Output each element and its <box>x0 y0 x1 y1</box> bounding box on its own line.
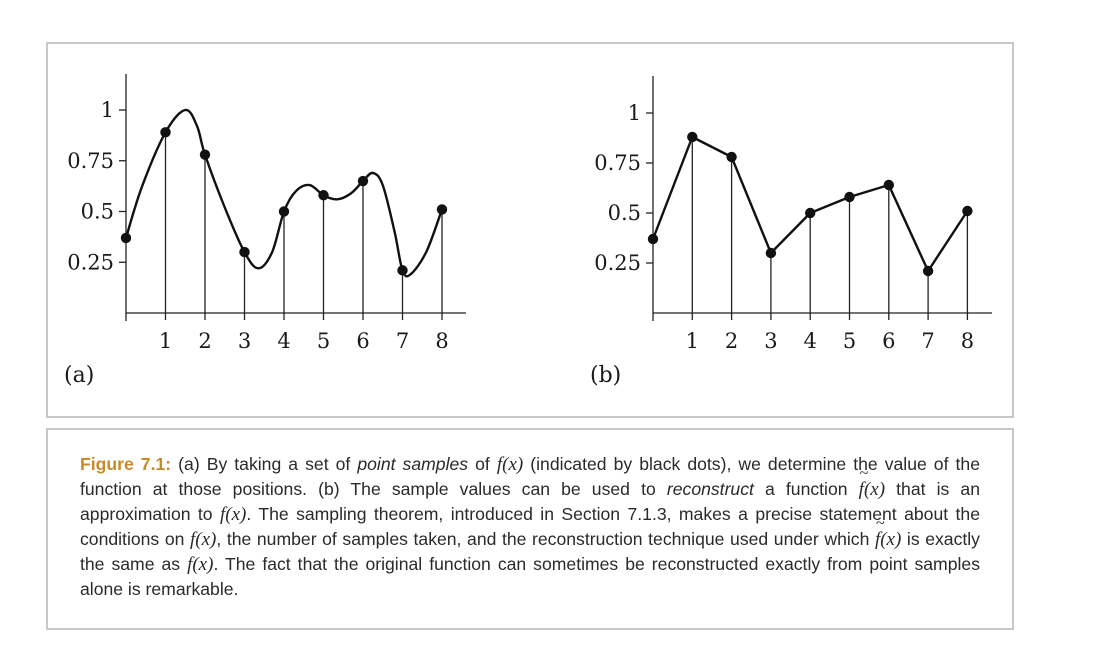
x-tick-label: 8 <box>435 329 449 353</box>
caption-label: Figure 7.1: <box>80 454 172 474</box>
x-tick-label: 8 <box>960 329 975 353</box>
y-tick-label: 0.5 <box>80 199 114 224</box>
caption-math-ftilde: ~ f <box>859 477 864 502</box>
figure-caption <box>80 452 980 602</box>
x-tick-label: 6 <box>882 329 896 353</box>
caption-math-fx: f(x) <box>187 554 214 575</box>
panel-b-label: (b) <box>590 363 622 388</box>
panel-b-plot <box>594 76 992 353</box>
x-tick-label: 5 <box>842 329 857 353</box>
caption-text: a function <box>753 479 859 499</box>
x-tick-label: 1 <box>685 329 699 353</box>
caption-text: . The sampling theorem, introduced in Section 7.1.3, makes a precise statement about the conditions on <box>80 504 980 549</box>
x-tick-label: 7 <box>921 329 935 353</box>
sample-dot <box>766 248 776 258</box>
caption-text: . The fact that the original function can sometimes be reconstructed exactly from point samples alone is remarkable. <box>80 554 980 599</box>
caption-math-fx: f(x) <box>220 504 247 525</box>
panel-a-label: (a) <box>64 363 95 388</box>
x-tick-label: 7 <box>395 329 410 353</box>
x-tick-label: 2 <box>724 329 739 353</box>
caption-math-fx: f(x) <box>189 529 217 550</box>
caption-text: (indicated by black dots), we determine the value of the function at those positions. (b) The sample values can be used to <box>80 454 980 499</box>
caption-math-paren-x: (x) <box>863 479 886 500</box>
y-tick-label: 0.75 <box>594 151 641 175</box>
caption-emph-point-samples: point samples <box>357 454 469 474</box>
x-tick-label: 4 <box>277 329 291 353</box>
panel-a-plot <box>67 74 466 353</box>
sample-dot <box>358 176 368 186</box>
sample-dot <box>121 233 131 243</box>
sample-dot <box>279 206 289 216</box>
caption-math-paren-x: (x) <box>880 529 902 550</box>
caption-math-fx: f(x) <box>496 454 524 475</box>
caption-emph-reconstruct: reconstruct <box>666 479 754 499</box>
y-tick-label: 0.5 <box>607 201 641 225</box>
x-tick-label: 3 <box>237 329 252 353</box>
sample-dot <box>687 132 697 142</box>
sample-dot <box>844 192 854 202</box>
caption-text: that is an approximation to <box>80 479 980 524</box>
sample-dot <box>726 152 736 162</box>
x-tick-label: 6 <box>356 329 370 353</box>
caption-text: is exactly the same as <box>80 529 980 574</box>
y-tick-label: 0.25 <box>594 251 641 275</box>
y-tick-label: 0.75 <box>67 148 114 173</box>
sample-dot <box>437 204 447 214</box>
sample-dot <box>397 265 407 275</box>
y-tick-label: 1 <box>627 101 641 125</box>
x-tick-label: 2 <box>198 329 212 353</box>
x-tick-label: 4 <box>803 329 817 353</box>
caption-text: (a) By taking a set of <box>171 454 358 474</box>
sample-dot <box>884 180 894 190</box>
sample-dot <box>318 190 328 200</box>
caption-text: of <box>468 454 497 474</box>
caption-math-ftilde: ~ f <box>875 527 880 552</box>
sample-dot <box>239 247 249 257</box>
sample-dot <box>923 266 933 276</box>
y-tick-label: 1 <box>100 98 114 122</box>
x-tick-label: 5 <box>316 329 331 353</box>
sample-dot <box>805 208 815 218</box>
sample-dot <box>160 127 170 137</box>
y-tick-label: 0.25 <box>67 250 114 275</box>
caption-text: , the number of samples taken, and the reconstruction technique used under which <box>216 529 875 549</box>
x-tick-label: 3 <box>764 329 778 353</box>
x-tick-label: 1 <box>158 329 173 353</box>
sample-dot <box>962 206 972 216</box>
sample-dot <box>200 149 210 159</box>
sample-dot <box>648 234 658 244</box>
